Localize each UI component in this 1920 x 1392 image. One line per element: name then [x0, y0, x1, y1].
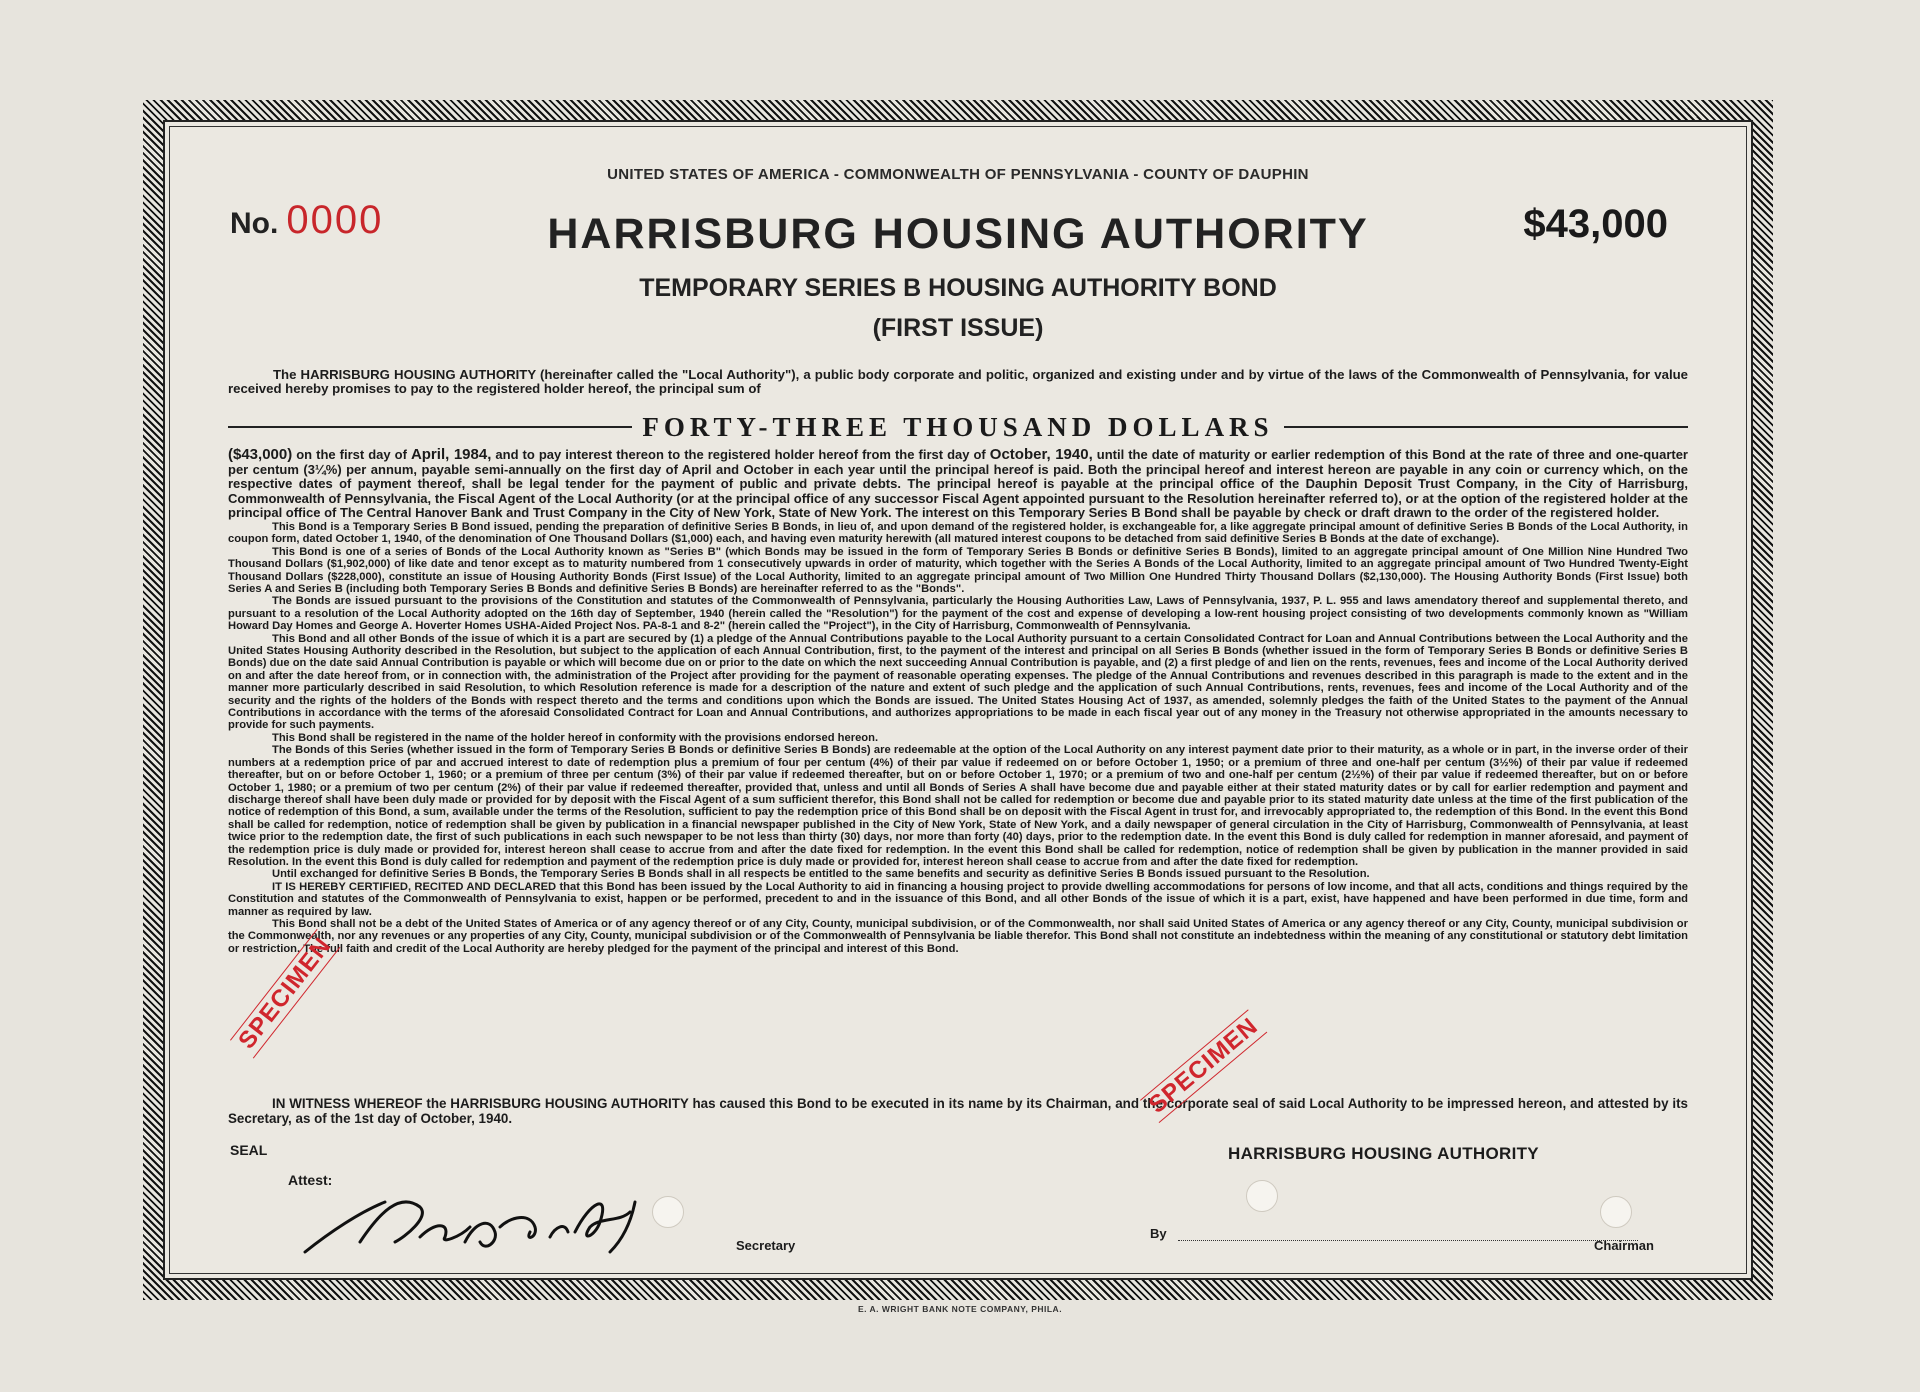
terms-paragraph-9: IT IS HEREBY CERTIFIED, RECITED AND DECLARED that this Bond has been issued by the Local Authority to aid in financing a housing project to provide dwelling accommodations for persons of low income, and that all acts, conditions and things required by the Constitution and statutes of the Commonwealth of Pennsylvania to exist, happen or be performed, precedent to and in the issuance of this Bond, and all other Bonds of the issue of which it is a part, exist, have happened and have been performed in due time, form and manner as required by law. [228, 880, 1688, 918]
number-label: No. [230, 207, 279, 240]
principal-sum-words: FORTY-THREE THOUSAND DOLLARS [642, 411, 1274, 442]
chairman-label: Chairman [1594, 1238, 1654, 1253]
terms-text: on the first day of [292, 447, 411, 462]
cancellation-punch-hole [1600, 1196, 1632, 1228]
bond-terms [228, 448, 1688, 955]
specimen-stamp-left: SPECIMEN [230, 929, 341, 1059]
terms-text: and to pay interest thereon to the registered holder hereof from the first day of [491, 447, 990, 462]
seal-label: SEAL [230, 1142, 268, 1158]
issue-label: (FIRST ISSUE) [872, 314, 1044, 342]
terms-paragraph-10: This Bond shall not be a debt of the United States of America or of any agency thereof or of any City, County, municipal subdivision, or of the Commonwealth, nor shall said United States of America or any agency thereof or any City, County, municipal subdivision or the Commonwealth, nor any revenues or any properties of any City, County, municipal subdivision or of the Commonwealth of Pennsylvania be liable therefor. This Bond shall not constitute an indebtedness within the meaning of any constitutional or statutory debt limitation or restriction. The full faith and credit of the Local Authority are hereby pledged for the payment of the principal and interest of this Bond. [228, 917, 1688, 955]
by-label: By [1150, 1226, 1167, 1241]
bond-subtitle: TEMPORARY SERIES B HOUSING AUTHORITY BOND [639, 274, 1277, 302]
terms-paragraph-1 [228, 448, 1688, 521]
number-value: 0000 [286, 198, 384, 242]
witness-clause: IN WITNESS WHEREOF the HARRISBURG HOUSING AUTHORITY has caused this Bond to be executed in its name by its Chairman, and the corporate seal of said Local Authority to be impressed hereon, and attested by its Secretary, as of the 1st day of October, 1940. [228, 1096, 1688, 1126]
attest-label: Attest: [288, 1172, 333, 1188]
jurisdiction-line: UNITED STATES OF AMERICA - COMMONWEALTH OF PENNSYLVANIA - COUNTY OF DAUPHIN [607, 166, 1309, 183]
printer-imprint: E. A. WRIGHT BANK NOTE COMPANY, PHILA. [857, 1304, 1063, 1314]
maturity-date: April, 1984, [410, 446, 492, 463]
authority-signature-block: HARRISBURG HOUSING AUTHORITY [1228, 1144, 1539, 1163]
page-title: HARRISBURG HOUSING AUTHORITY [547, 210, 1369, 258]
secretary-label: Secretary [736, 1238, 796, 1253]
interest-start-date: October, 1940, [989, 446, 1093, 463]
cancellation-punch-hole [652, 1196, 684, 1228]
principal-sum-line [228, 412, 1688, 442]
terms-paragraph-4: The Bonds are issued pursuant to the provisions of the Constitution and statutes of the Commonwealth of Pennsylvania, particularly the Housing Authorities Law, Laws of Pennsylvania, 1937, P. L. 955 and laws amendatory thereof and supplemental thereto, and pursuant to a resolution of the Local Authority adopted on the 16th day of September, 1940 (herein called the "Resolution") for the payment of the cost and expense of developing a low-rent housing project consisting of two developments commonly known as "William Howard Day Homes and George A. Hoverter Homes USHA-Aided Project Nos. PA-8-1 and 8-2" (herein called the "Project"), in the City of Harrisburg, Commonwealth of Pennsylvania. [228, 595, 1688, 633]
specimen-stamp-right: SPECIMEN [1140, 1009, 1268, 1123]
chairman-signature-line [1178, 1240, 1638, 1241]
terms-text: until the date of maturity or earlier redemption of this Bond at the rate of three and one-quarter per centum (3¼%) per annum, payable semi-annually on the first day of April and October in each year until the principal hereof is paid. Both the principal hereof and interest hereon are payable in any coin or currency which, on the respective dates of payment thereof, shall be legal tender for the payment of public and private debts. The principal hereof is payable at the principal office of the Dauphin Deposit Trust Company, in the City of Harrisburg, Commonwealth of Pennsylvania, the Fiscal Agent of the Local Authority (or at the principal office of any successor Fiscal Agent appointed pursuant to the Resolution hereinafter referred to), or at the option of the registered holder at the principal office of The Central Hanover Bank and Trust Company in the City of New York, State of New York. The interest on this Temporary Series B Bond shall be payable by check or draft drawn to the order of the registered holder. [228, 447, 1688, 521]
bond-amount: $43,000 [1523, 202, 1668, 246]
terms-paragraph-5: This Bond and all other Bonds of the issue of which it is a part are secured by (1) a pledge of the Annual Contributions payable to the Local Authority pursuant to a certain Consolidated Contract for Loan and Annual Contributions between the Local Authority and the United States Housing Authority described in the Resolution, but subject to the application of each Annual Contribution, first, to the payment of the interest and principal on all Series B Bonds (whether issued in the form of Temporary Series B Bonds or definitive Series B Bonds) due on the date said Annual Contribution is payable or which will become due on or prior to the date on which the next succeeding Annual Contribution is payable, and (2) a first pledge of and lien on the rents, revenues, fees and income of the Local Authority derived on and after the date hereof from, or in connection with, the administration of the Project after providing for the payment of reasonable operating expenses. The pledge of the Annual Contributions and revenues described in this paragraph is made to the extent and in the manner more particularly described in said Resolution, to which Resolution reference is made for a description of the nature and extent of such pledge and the application of such Annual Contributions, rents, revenues, fees and income of the Local Authority and of the security and the rights of the holders of the Bonds with respect thereto and the terms and conditions upon which the Bonds are issued. The United States Housing Act of 1937, as amended, solemnly pledges the faith of the United States to the payment of the Annual Contributions in accordance with the terms of the aforesaid Consolidated Contract for Loan and Annual Contributions, and authorizes appropriations to be made in each fiscal year out of any money in the Treasury not otherwise appropriated in the amounts necessary to provide for such payments. [228, 632, 1688, 732]
rule-right [1284, 426, 1688, 428]
terms-paragraph-2: This Bond is a Temporary Series B Bond issued, pending the preparation of definitive Series B Bonds, in lieu of, and upon demand of the registered holder, is exchangeable for, a like aggregate principal amount of definitive Series B Bonds of the Local Authority, in coupon form, dated October 1, 1940, of the denomination of One Thousand Dollars ($1,000) each, and having even maturity herewith (all matured interest coupons to be detached from said definitive Series B Bonds at the date of exchange). [228, 520, 1688, 546]
amount-figures: ($43,000) [228, 446, 293, 463]
terms-paragraph-7: The Bonds of this Series (whether issued in the form of Temporary Series B Bonds or definitive Series B Bonds) are redeemable at the option of the Local Authority on any interest payment date prior to their maturity, as a whole or in part, in the inverse order of their numbers at a redemption price of par and accrued interest to date of redemption plus a premium of four per centum (4%) of their par value if redeemed on or before October 1, 1950; or a premium of three and one-half per centum (3½%) of their par value if redeemed thereafter, but on or before October 1, 1960; or a premium of three per centum (3%) of their par value if redeemed thereafter, but on or before October 1, 1970; or a premium of two and one-half per centum (2½%) of their par value if redeemed thereafter, but on or before October 1, 1980; or a premium of two per centum (2%) of their par value if redeemed thereafter, provided that, unless and until all Bonds of Series A shall have become due and payable either at their stated maturity dates or by call for earlier redemption and payment and discharge thereof shall have been duly made or provided for by deposit with the Fiscal Agent of a sum sufficient therefor, this Bond shall not be called for redemption or become due and payable prior to its stated maturity date unless at the time of the first publication of the notice of redemption of this Bond, a sum, available under the terms of the Resolution, sufficient to pay the redemption price of this Bond shall be on deposit with the Fiscal Agent in trust for, and irrevocably appropriated to, the redemption of this Bond. In the event this Bond shall be called for redemption, notice of redemption shall be given by publication in a financial newspaper published in the City of New York, State of New York, and a daily newspaper of general circulation in the City of Harrisburg, Commonwealth of Pennsylvania, at least twice prior to the redemption date, the first of such publications in each such newspaper to be not less than thirty (30) days, nor more than forty (40) days, prior to the redemption date. In the event this Bond is duly called for redemption in manner aforesaid, and payment of the redemption price is duly made or provided for, interest hereon shall cease to accrue from and after the date fixed for redemption. In the event this Bond shall be called for redemption, notice of redemption shall be given by publication in the manner provided in said Resolution. In the event this Bond is duly called for redemption and payment of the redemption price is duly made or provided for, interest hereon shall cease to accrue from and after the date fixed for redemption. [228, 744, 1688, 868]
secretary-signature [300, 1182, 680, 1262]
rule-left [228, 426, 632, 428]
intro-paragraph: The HARRISBURG HOUSING AUTHORITY (hereinafter called the "Local Authority"), a public body corporate and politic, organized and existing under and by virtue of the laws of the Commonwealth of Pennsylvania, for value received hereby promises to pay to the registered holder hereof, the principal sum of [228, 367, 1688, 396]
cancellation-punch-hole [1246, 1180, 1278, 1212]
terms-paragraph-8: Until exchanged for definitive Series B Bonds, the Temporary Series B Bonds shall in all respects be entitled to the same benefits and security as definitive Series B Bonds issued pursuant to the Resolution. [272, 868, 1370, 881]
terms-paragraph-6: This Bond shall be registered in the name of the holder hereof in conformity with the provisions endorsed hereon. [272, 731, 879, 744]
terms-paragraph-3: This Bond is one of a series of Bonds of the Local Authority known as "Series B" (which Bonds may be issued in the form of Temporary Series B Bonds or definitive Series B Bonds), limited to an aggregate principal amount of One Million Nine Hundred Two Thousand Dollars ($1,902,000) of like date and tenor except as to maturity numbered from 1 consecutively upwards in order of maturity, which together with the Series A Bonds of the Local Authority, limited to an aggregate principal amount of Two Hundred Twenty-Eight Thousand Dollars ($228,000), constitute an issue of Housing Authority Bonds (First Issue) of the Local Authority, limited to an aggregate principal amount of Two Million One Hundred Thirty Thousand Dollars ($2,130,000). The Housing Authority Bonds (First Issue) both Series A and Series B (including both Temporary Series B Bonds and definitive Series B Bonds) are hereinafter referred to as the "Bonds". [228, 545, 1688, 595]
